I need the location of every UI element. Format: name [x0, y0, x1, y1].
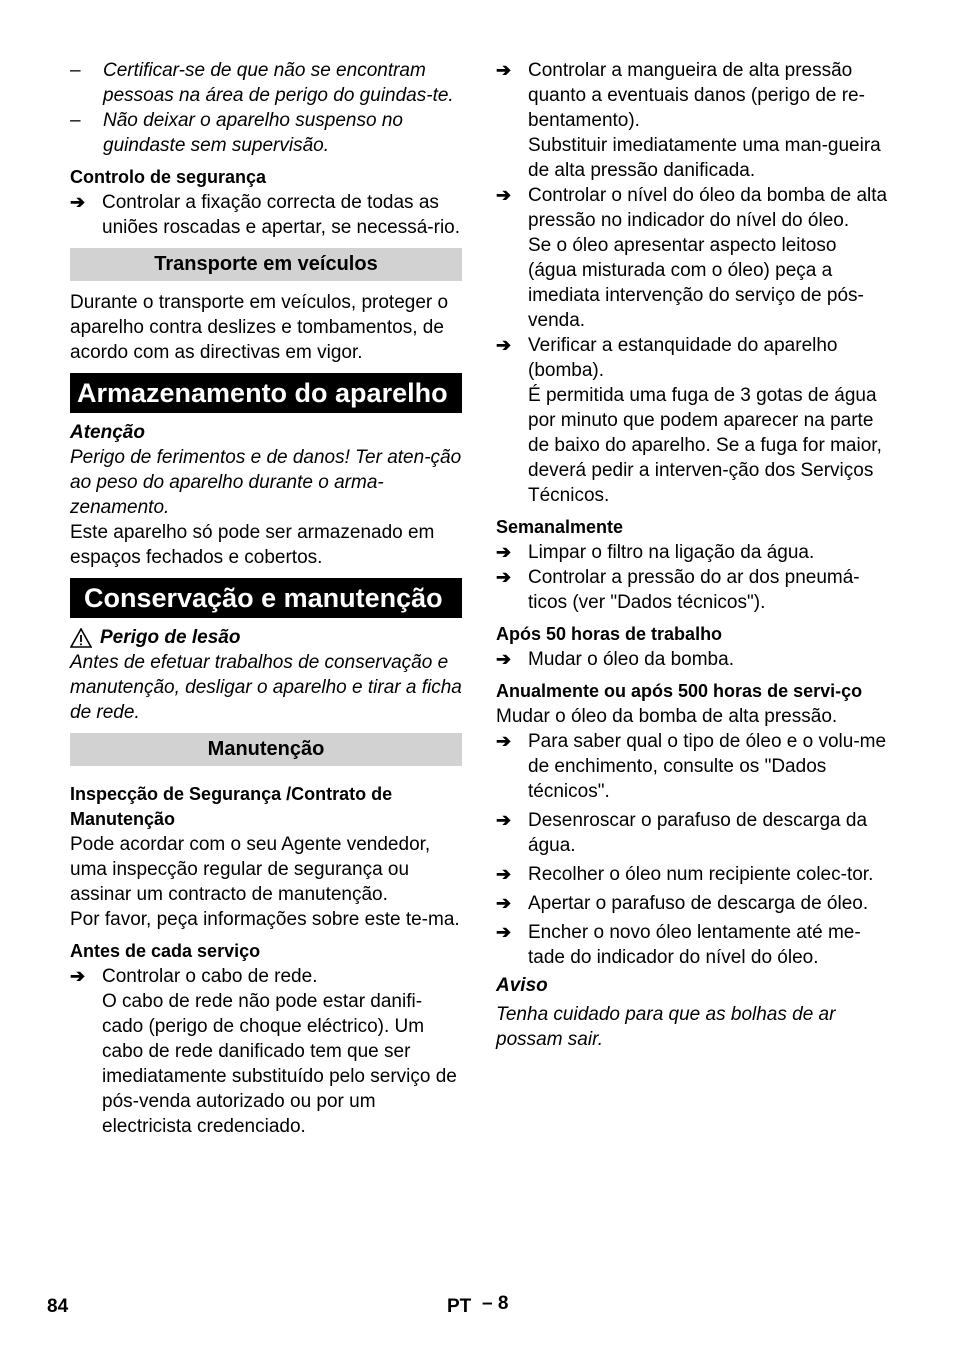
list-item: [496, 808, 888, 858]
list-item-text: Para saber qual o tipo de óleo e o volu-me de enchimento, consulte os "Dados técnicos".: [528, 731, 887, 802]
note-text: Tenha cuidado para que as bolhas de ar possam sair.: [496, 1004, 836, 1050]
list-item: [496, 862, 888, 887]
annual-heading: Anualmente ou após 500 horas de servi-ço: [496, 681, 863, 701]
note-label: Aviso: [496, 975, 548, 996]
list-item-text: Controlar o nível do óleo da bomba de alta pressão no indicador do nível do óleo.: [528, 185, 888, 231]
inspection-text: Pode acordar com o seu Agente vendedor, uma inspecção regular de segurança ou assinar um contracto de manutenção.: [70, 834, 431, 905]
injury-warning: [70, 625, 462, 650]
safety-check-heading: Controlo de segurança: [70, 167, 267, 187]
list-item-text: Certificar-se de que não se encontram pessoas na área de perigo do guindas-te.: [103, 60, 454, 106]
list-item: [496, 183, 888, 233]
list-item-text: Controlar o cabo de rede.: [102, 966, 318, 987]
after50-heading: Após 50 horas de trabalho: [496, 624, 723, 644]
list-item: [70, 190, 462, 240]
arrow-icon: ➔: [496, 185, 512, 205]
list-item: [70, 964, 462, 989]
arrow-icon: ➔: [70, 966, 86, 986]
list-item: [496, 891, 888, 916]
chapter-title-care: Conservação e manutenção: [70, 578, 462, 618]
list-item: [496, 333, 888, 383]
footer-section-page: – 8: [482, 1293, 509, 1314]
list-item: [496, 920, 888, 970]
attention-label: Atenção: [70, 422, 145, 443]
arrow-icon: ➔: [70, 192, 86, 212]
list-item: [70, 108, 462, 158]
injury-label: Perigo de lesão: [100, 627, 241, 648]
left-column: [70, 58, 462, 1139]
list-item-subtext: Se o óleo apresentar aspecto leitoso (água misturada com o óleo) peça a imediata intervenção do serviço de pós-venda.: [528, 235, 864, 331]
list-item: [496, 540, 888, 565]
list-item-text: Controlar a fixação correcta de todas as uniões roscadas e apertar, se necessá-rio.: [102, 192, 461, 238]
list-item-text: Apertar o parafuso de descarga de óleo.: [528, 893, 869, 914]
footer-language: PT: [447, 1296, 472, 1317]
annual-text: Mudar o óleo da bomba de alta pressão.: [496, 706, 838, 727]
arrow-icon: ➔: [496, 335, 512, 355]
inspection-text-2: Por favor, peça informações sobre este te-ma.: [70, 909, 460, 930]
arrow-icon: ➔: [496, 60, 512, 80]
list-item-text: Não deixar o aparelho suspenso no guindaste sem supervisão.: [103, 110, 403, 156]
before-service-heading: Antes de cada serviço: [70, 941, 261, 961]
list-item-text: Desenroscar o parafuso de descarga da água.: [528, 810, 868, 856]
warning-icon: [70, 628, 92, 648]
arrow-icon: ➔: [496, 649, 512, 669]
arrow-icon: ➔: [496, 731, 512, 751]
list-item-subtext: O cabo de rede não pode estar danifi-cado (perigo de choque eléctrico). Um cabo de rede danificado tem que ser imediatamente substituído pelo serviço de pós-venda autorizado ou por um electricista credenciado.: [102, 991, 457, 1137]
inspection-heading: Inspecção de Segurança /Contrato de Manutenção: [70, 784, 393, 829]
arrow-icon: ➔: [496, 864, 512, 884]
page-number: 84: [47, 1296, 69, 1317]
list-item-text: Recolher o óleo num recipiente colec-tor.: [528, 864, 874, 885]
dash-marker: –: [70, 60, 81, 81]
list-item-text: Mudar o óleo da bomba.: [528, 649, 734, 670]
injury-text: Antes de efetuar trabalhos de conservação e manutenção, desligar o aparelho e tirar a ficha de rede.: [70, 652, 462, 723]
right-column: [496, 58, 888, 1052]
list-item: [496, 647, 888, 672]
list-item: [70, 58, 462, 108]
list-item: [496, 565, 888, 615]
list-item-subtext: Substituir imediatamente uma man-gueira de alta pressão danificada.: [528, 135, 881, 181]
list-item-text: Controlar a pressão do ar dos pneumá-ticos (ver "Dados técnicos").: [528, 567, 860, 613]
list-item-text: Verificar a estanquidade do aparelho (bomba).: [528, 335, 838, 381]
section-bar-maintenance: Manutenção: [70, 733, 462, 766]
list-item-text: Limpar o filtro na ligação da água.: [528, 542, 815, 563]
list-item: [496, 729, 888, 804]
arrow-icon: ➔: [496, 567, 512, 587]
arrow-icon: ➔: [496, 922, 512, 942]
dash-marker: –: [70, 110, 81, 131]
storage-text: Este aparelho só pode ser armazenado em espaços fechados e cobertos.: [70, 522, 435, 568]
transport-text: Durante o transporte em veículos, proteger o aparelho contra deslizes e tombamentos, de acordo com as directivas em vigor.: [70, 292, 449, 363]
chapter-title-storage: Armazenamento do aparelho: [70, 373, 462, 413]
list-item: [496, 58, 888, 133]
arrow-icon: ➔: [496, 542, 512, 562]
attention-text: Perigo de ferimentos e de danos! Ter aten-ção ao peso do aparelho durante o arma-zenamento.: [70, 447, 462, 518]
list-item-subtext: É permitida uma fuga de 3 gotas de água por minuto que podem aparecer na parte de baixo do aparelho. Se a fuga for maior, deverá pedir a interven-ção dos Serviços Técnicos.: [528, 385, 882, 506]
weekly-heading: Semanalmente: [496, 517, 624, 537]
list-item-text: Controlar a mangueira de alta pressão quanto a eventuais danos (perigo de re-bentamento).: [528, 60, 865, 131]
list-item-text: Encher o novo óleo lentamente até me-tade do indicador do nível do óleo.: [528, 922, 861, 968]
section-bar-transport: Transporte em veículos: [70, 248, 462, 281]
arrow-icon: ➔: [496, 810, 512, 830]
arrow-icon: ➔: [496, 893, 512, 913]
